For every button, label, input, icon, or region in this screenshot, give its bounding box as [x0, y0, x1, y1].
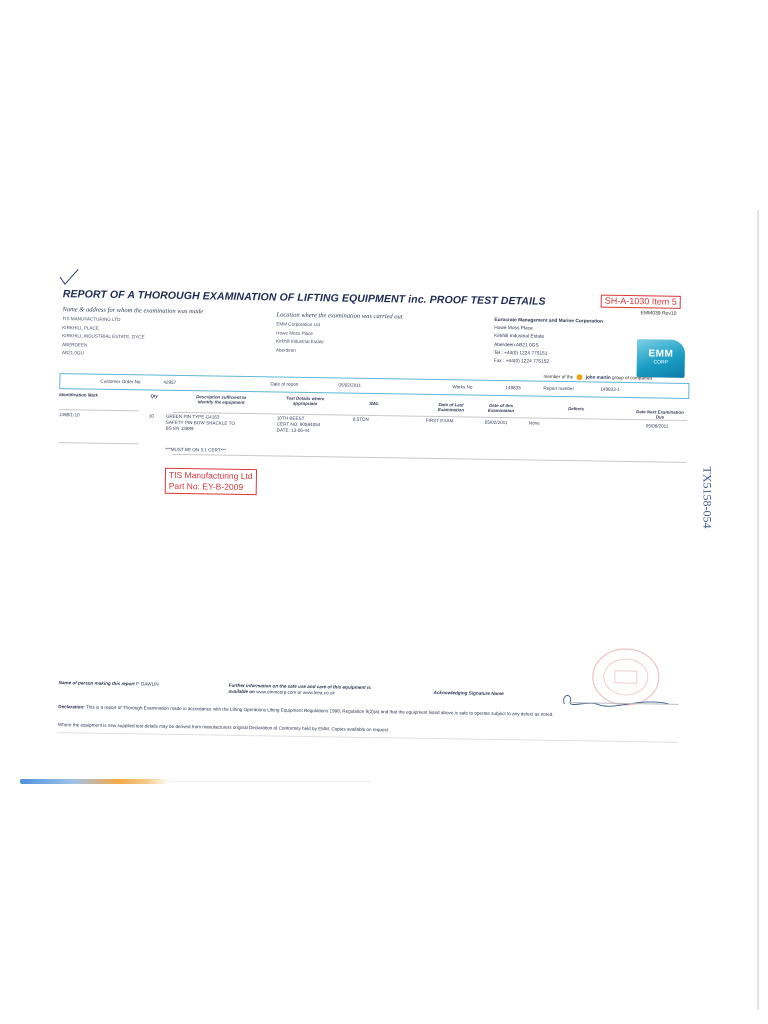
col-header: Qty [150, 393, 158, 399]
report-title: REPORT OF A THOROUGH EXAMINATION OF LIFTING EQUIPMENT inc. PROOF TEST DETAILS [62, 288, 546, 308]
location-line: EMM Corporation Ltd [276, 321, 321, 328]
declaration-text: This is a report of Thorough Examination made in accordance with the Lifting Operations Lifting Equipment Regulations 1998, Regulation 9(3)(a) and that the equipment listed above is safe to operate subject to any defect as noted. [86, 704, 554, 717]
customer-order-label: Customer Order No [100, 378, 141, 385]
owner-heading: Name & address for whom the examination was made [62, 306, 204, 316]
row-rule [58, 442, 138, 444]
description-line: GREEN PIN TYPE G4163 [165, 413, 220, 420]
group-suffix: group of companies [611, 374, 653, 381]
owner-line: TIS MANUFACTURING LTD [62, 316, 121, 323]
check-mark-icon [59, 268, 79, 286]
declaration-note: Where the equipment is new supplied test details may be derived from manufacturers original Declaration of Conformity held by EMM. Copies available on request [57, 722, 389, 733]
scan-line [170, 781, 370, 782]
stamp-line: TIS Manufacturing Ltd [168, 469, 253, 482]
description-line: BS EN 13889 [165, 425, 194, 432]
margin-note-text: TX5158-054 [700, 466, 715, 529]
report-number-value: 149833-1 [600, 386, 620, 392]
owner-line: ABERDEEN [61, 341, 88, 348]
stamp-line: Part No: EY-B-2009 [168, 480, 244, 492]
declaration-label: Declaration: [58, 704, 85, 710]
cert-note: ***MUST BE ON 3.1 CERT*** [165, 446, 226, 453]
col-header: Identification Mark [59, 392, 99, 398]
info-label: Further information on the safe use and care of this equipment is available on [228, 682, 371, 695]
group-prefix: member of the [543, 373, 574, 380]
company-line: Eurocrate Management and Marine Corporation [494, 317, 603, 325]
logo-text: EMM [648, 348, 674, 360]
this-exam-date: 05/02/2011 [484, 419, 508, 426]
location-line: Howe Moss Place [276, 329, 314, 336]
col-header: Description sufficient to identify the equipment [196, 394, 247, 405]
further-info [229, 683, 389, 698]
group-brand-icon [576, 374, 582, 380]
col-header: Test Details where appropriate [285, 395, 325, 407]
owner-line: AB21 0GU [61, 350, 84, 356]
defects: None [528, 420, 540, 426]
owner-address [62, 315, 145, 359]
item-stamp: SH-A-1030 Item 5 [601, 295, 681, 309]
lifting-equipment-report [47, 280, 704, 770]
logo-subtext: CORP [653, 359, 669, 366]
form-code: EMM039 Rev10 [640, 310, 677, 317]
info-value: www.emmcorp.com or www.leea.co.uk [256, 689, 335, 696]
page-edge [757, 210, 759, 1010]
company-line: Tel : +44(0) 1224 775151 [493, 350, 548, 357]
quantity: 10 [148, 413, 155, 419]
company-address [494, 317, 603, 368]
footer-rule [58, 732, 678, 743]
col-header: Date of this Examination [487, 402, 515, 414]
test-details-line: CERT NO: 90594054 [276, 421, 321, 428]
col-header: Date of Last Examination [437, 402, 465, 413]
col-header: Defects [568, 406, 585, 412]
test-details-line: 10TH BEEST [276, 415, 305, 421]
location-address [276, 320, 324, 355]
group-brand: john martin [585, 374, 611, 380]
date-of-report-value: 05/02/2011 [338, 382, 362, 388]
location-line: Kirkhill Industrial Estate [276, 338, 324, 345]
description-line: SAFETY PIN BOW SHACKLE TO [165, 419, 235, 426]
location-line: Aberdeen [275, 346, 296, 353]
col-header: Date Next Examination Due [636, 409, 684, 420]
person-value: P. DAWLIN [135, 681, 159, 687]
test-details-line: DATE: 13-06-44 [276, 427, 310, 434]
report-number-label: Report number [543, 385, 575, 392]
scan-color-strip [20, 779, 170, 784]
company-line: Fax : +44(0) 1224 775152 [493, 358, 550, 365]
part-number-stamp [165, 468, 257, 495]
date-of-report-label: Date of report [270, 381, 299, 387]
id-mark: 1498/1-10 [58, 412, 80, 418]
works-no-value: 149833 [505, 385, 521, 391]
row-rule [172, 454, 686, 463]
customer-order-value: 42957 [163, 379, 177, 385]
ack-signature-label: Acknowledging Signature Name [433, 689, 504, 697]
col-header: SWL [369, 400, 380, 407]
person-label: Name of person making this report [58, 680, 135, 687]
swl: 8.5TON [352, 416, 369, 422]
company-line: Kirkhill Industrial Estate [494, 334, 545, 341]
company-line: Howe Moss Place [494, 326, 533, 332]
last-exam-date: FIRST EXAM [425, 417, 454, 424]
emm-logo [637, 339, 686, 378]
report-author [59, 680, 209, 688]
works-no-label: Works No [452, 384, 473, 390]
owner-line: KIRKHILL INDUSTRIAL ESTATE, DYCE [62, 333, 145, 340]
header-rule [59, 409, 139, 411]
company-line: Aberdeen AB21 0GS [493, 342, 539, 349]
next-exam-date: 05/08/2011 [645, 423, 669, 429]
margin-note [700, 440, 736, 560]
location-heading: Location where the examination was carried out [276, 311, 403, 321]
owner-line: KIRKHILL PLACE [62, 324, 99, 331]
report-footer [57, 680, 679, 733]
